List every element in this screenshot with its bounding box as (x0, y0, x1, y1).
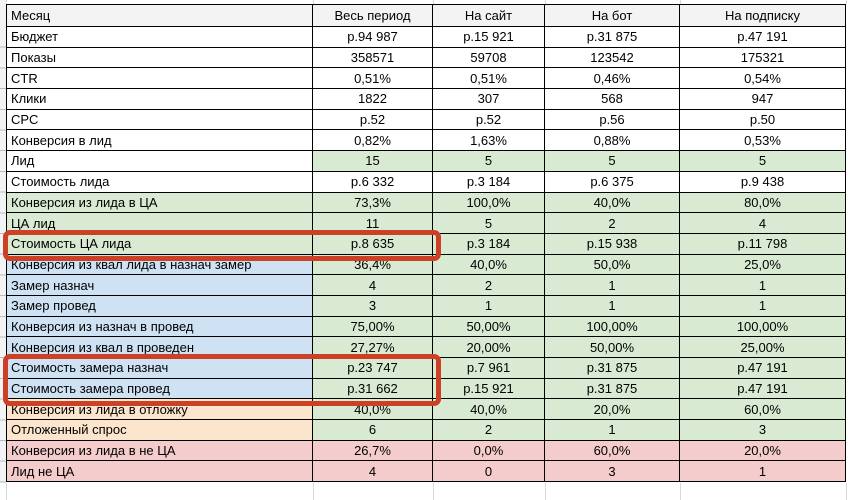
gridline (6, 483, 7, 500)
row-label-cell[interactable]: Стоимость ЦА лида (7, 234, 313, 255)
value-cell[interactable]: 0,82% (313, 130, 433, 151)
value-cell[interactable]: 20,0% (545, 399, 680, 420)
value-cell[interactable]: р.56 (545, 110, 680, 131)
value-cell[interactable]: 175321 (680, 48, 846, 69)
value-cell[interactable]: 4 (313, 461, 433, 482)
value-cell[interactable]: 358571 (313, 48, 433, 69)
value-cell[interactable]: 2 (433, 275, 545, 296)
value-cell[interactable]: 123542 (545, 48, 680, 69)
row-label-cell[interactable]: Лид (7, 151, 313, 172)
value-cell[interactable]: р.47 191 (680, 358, 846, 379)
row-label-cell[interactable]: Показы (7, 48, 313, 69)
column-header-2[interactable]: На бот (545, 5, 680, 27)
value-cell[interactable]: р.94 987 (313, 27, 433, 48)
value-cell[interactable]: 60,0% (545, 441, 680, 462)
value-cell[interactable]: 15 (313, 151, 433, 172)
row-label-cell[interactable]: Стоимость лида (7, 172, 313, 193)
value-cell[interactable]: 5 (680, 151, 846, 172)
value-cell[interactable]: 60,0% (680, 399, 846, 420)
value-cell[interactable]: 0,88% (545, 130, 680, 151)
value-cell[interactable]: 0 (433, 461, 545, 482)
value-cell[interactable]: р.15 938 (545, 234, 680, 255)
gridline (846, 0, 847, 4)
value-cell[interactable]: 5 (433, 151, 545, 172)
column-header-0[interactable]: Весь период (313, 5, 433, 27)
value-cell[interactable]: 40,0% (313, 399, 433, 420)
value-cell[interactable]: 40,0% (433, 255, 545, 276)
value-cell[interactable]: р.9 438 (680, 172, 846, 193)
row-label-cell[interactable]: Конверсия из лида в ЦА (7, 193, 313, 214)
value-cell[interactable]: 6 (313, 420, 433, 441)
value-cell[interactable]: 80,0% (680, 193, 846, 214)
value-cell[interactable]: 3 (680, 420, 846, 441)
value-cell[interactable]: 0,51% (313, 68, 433, 89)
value-cell[interactable]: 2 (545, 213, 680, 234)
value-cell[interactable]: р.8 635 (313, 234, 433, 255)
value-cell[interactable]: 3 (313, 296, 433, 317)
row-label-cell[interactable]: ЦА лид (7, 213, 313, 234)
value-cell[interactable]: 1 (680, 275, 846, 296)
value-cell[interactable]: 2 (433, 420, 545, 441)
value-cell[interactable]: 1 (545, 420, 680, 441)
value-cell[interactable]: 25,00% (680, 337, 846, 358)
value-cell[interactable]: 1,63% (433, 130, 545, 151)
row-label-cell[interactable]: Стоимость замера провед (7, 379, 313, 400)
value-cell[interactable]: р.50 (680, 110, 846, 131)
column-header-3[interactable]: На подписку (680, 5, 846, 27)
value-cell[interactable]: 0,46% (545, 68, 680, 89)
value-cell[interactable]: 26,7% (313, 441, 433, 462)
value-cell[interactable]: 36,4% (313, 255, 433, 276)
value-cell[interactable]: р.52 (313, 110, 433, 131)
row-label-cell[interactable]: Конверсия из лида в отложку (7, 399, 313, 420)
value-cell[interactable]: 1 (545, 296, 680, 317)
value-cell[interactable]: 5 (433, 213, 545, 234)
value-cell[interactable]: 0,54% (680, 68, 846, 89)
value-cell[interactable]: 59708 (433, 48, 545, 69)
value-cell[interactable]: 1822 (313, 89, 433, 110)
value-cell[interactable]: р.52 (433, 110, 545, 131)
row-label-cell[interactable]: Лид не ЦА (7, 461, 313, 482)
row-label-cell[interactable]: Конверсия в лид (7, 130, 313, 151)
value-cell[interactable]: 73,3% (313, 193, 433, 214)
value-cell[interactable]: 947 (680, 89, 846, 110)
value-cell[interactable]: р.15 921 (433, 27, 545, 48)
row-label-cell[interactable]: Конверсия из квал лида в назнач замер (7, 255, 313, 276)
value-cell[interactable]: р.3 184 (433, 234, 545, 255)
value-cell[interactable]: 50,00% (433, 317, 545, 338)
value-cell[interactable]: 4 (680, 213, 846, 234)
value-cell[interactable]: р.3 184 (433, 172, 545, 193)
value-cell[interactable]: 307 (433, 89, 545, 110)
value-cell[interactable]: 0,51% (433, 68, 545, 89)
value-cell[interactable]: 1 (433, 296, 545, 317)
row-label-cell[interactable]: Конверсия из назнач в провед (7, 317, 313, 338)
column-header-month[interactable]: Месяц (7, 5, 313, 27)
value-cell[interactable]: 100,00% (545, 317, 680, 338)
value-cell[interactable]: 50,0% (545, 255, 680, 276)
value-cell[interactable]: р.47 191 (680, 379, 846, 400)
value-cell[interactable]: 100,0% (433, 193, 545, 214)
row-label-cell[interactable]: CTR (7, 68, 313, 89)
value-cell[interactable]: р.31 662 (313, 379, 433, 400)
value-cell[interactable]: 0,0% (433, 441, 545, 462)
row-label-cell[interactable]: Клики (7, 89, 313, 110)
value-cell[interactable]: 75,00% (313, 317, 433, 338)
value-cell[interactable]: 20,00% (433, 337, 545, 358)
value-cell[interactable]: р.31 875 (545, 358, 680, 379)
row-label-cell[interactable]: Замер провед (7, 296, 313, 317)
value-cell[interactable]: 27,27% (313, 337, 433, 358)
value-cell[interactable]: 40,0% (545, 193, 680, 214)
row-label-cell[interactable]: Отложенный спрос (7, 420, 313, 441)
value-cell[interactable]: 50,00% (545, 337, 680, 358)
row-label-cell[interactable]: Конверсия из квал в проведен (7, 337, 313, 358)
value-cell[interactable]: 1 (545, 275, 680, 296)
column-header-1[interactable]: На сайт (433, 5, 545, 27)
gridline (846, 483, 847, 500)
row-label-cell[interactable]: Замер назнач (7, 275, 313, 296)
value-cell[interactable]: 3 (545, 461, 680, 482)
value-cell[interactable]: 1 (680, 296, 846, 317)
value-cell[interactable]: 25,0% (680, 255, 846, 276)
value-cell[interactable]: р.31 875 (545, 27, 680, 48)
gridline (433, 483, 434, 500)
value-cell[interactable]: р.23 747 (313, 358, 433, 379)
value-cell[interactable]: р.6 332 (313, 172, 433, 193)
value-cell[interactable]: 1 (680, 461, 846, 482)
spreadsheet-table (6, 4, 846, 482)
value-cell[interactable]: 5 (545, 151, 680, 172)
row-label-cell[interactable]: CPC (7, 110, 313, 131)
gridline (313, 483, 314, 500)
value-cell[interactable]: 0,53% (680, 130, 846, 151)
gridline (545, 483, 546, 500)
value-cell[interactable]: р.11 798 (680, 234, 846, 255)
value-cell[interactable]: 11 (313, 213, 433, 234)
value-cell[interactable]: 4 (313, 275, 433, 296)
value-cell[interactable]: р.47 191 (680, 27, 846, 48)
gridline (680, 483, 681, 500)
value-cell[interactable]: р.15 921 (433, 379, 545, 400)
value-cell[interactable]: 568 (545, 89, 680, 110)
row-label-cell[interactable]: Конверсия из лида в не ЦА (7, 441, 313, 462)
value-cell[interactable]: 100,00% (680, 317, 846, 338)
value-cell[interactable]: 40,0% (433, 399, 545, 420)
row-label-cell[interactable]: Стоимость замера назнач (7, 358, 313, 379)
value-cell[interactable]: р.6 375 (545, 172, 680, 193)
row-label-cell[interactable]: Бюджет (7, 27, 313, 48)
value-cell[interactable]: р.7 961 (433, 358, 545, 379)
value-cell[interactable]: р.31 875 (545, 379, 680, 400)
value-cell[interactable]: 20,0% (680, 441, 846, 462)
